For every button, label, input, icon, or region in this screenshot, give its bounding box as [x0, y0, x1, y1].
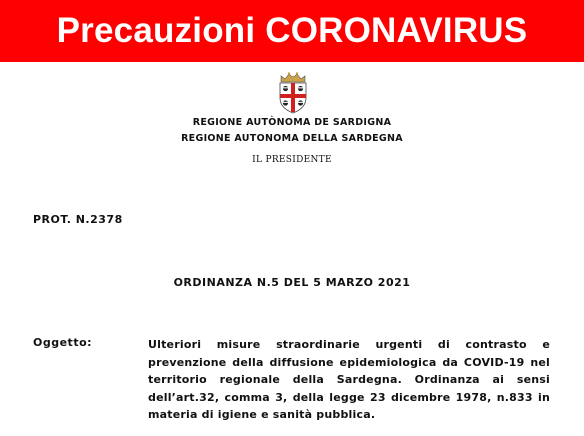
- subject-line: materia di igiene e sanità pubblica.: [148, 408, 376, 421]
- subject-line: dell’art.32, comma 3, della legge 23 dicembre 1978, n.833 in: [148, 390, 550, 404]
- region-name-italian: REGIONE AUTONOMA DELLA SARDEGNA: [181, 133, 403, 144]
- sardinia-coat-of-arms-icon: [273, 70, 313, 114]
- subject-label: Oggetto:: [33, 336, 93, 349]
- title-banner: [0, 0, 584, 62]
- office-title: IL PRESIDENTE: [252, 155, 332, 165]
- subject-line: territorio regionale della Sardegna. Ordinanza ai sensi: [148, 373, 550, 386]
- banner-title: Precauzioni CORONAVIRUS: [56, 11, 528, 50]
- subject-line: prevenzione della diffusione epidemiologica da COVID-19 nel: [148, 355, 550, 369]
- subject-text: [148, 336, 550, 424]
- region-name-sardinian: REGIONE AUTÒNOMA DE SARDIGNA: [192, 117, 392, 128]
- ordinance-title: ORDINANZA N.5 DEL 5 MARZO 2021: [173, 276, 411, 289]
- protocol-number: PROT. N.2378: [33, 213, 123, 226]
- subject-line: Ulteriori misure straordinarie urgenti di contrasto e: [148, 338, 550, 351]
